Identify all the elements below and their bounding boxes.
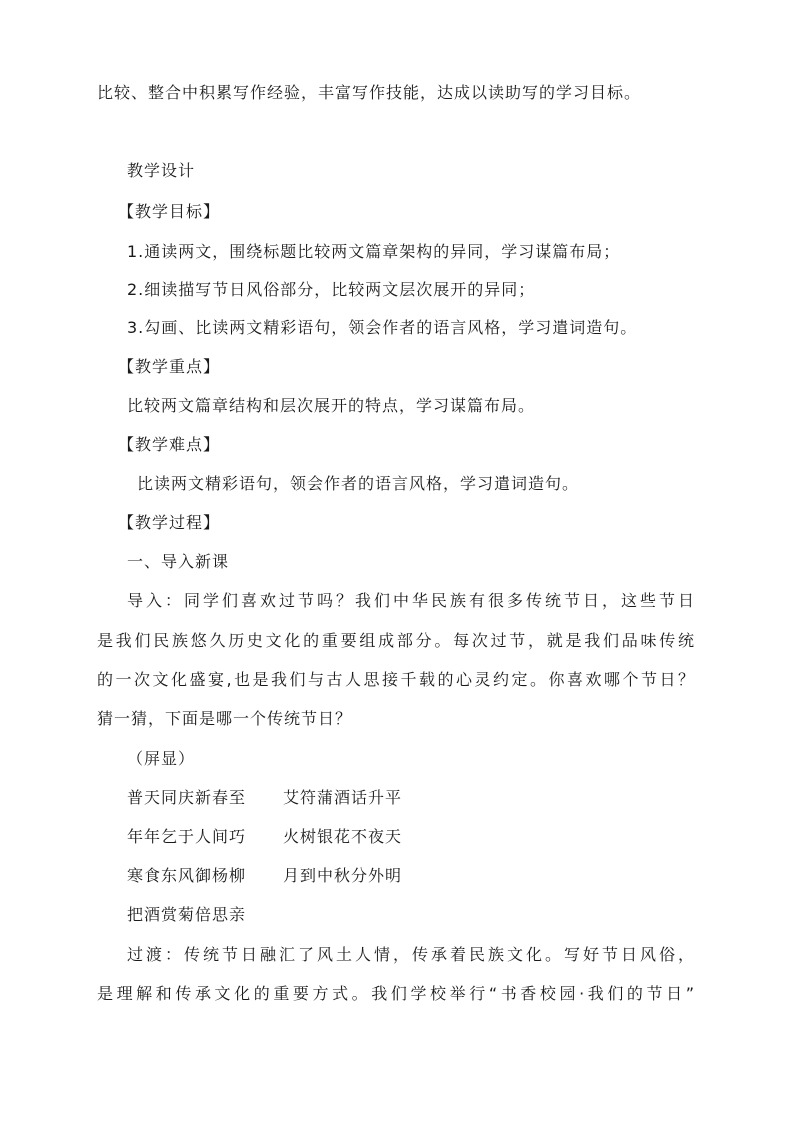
goal-item-3: 3.勾画、比读两文精彩语句，领会作者的语言风格，学习遣词造句。 xyxy=(127,318,638,337)
lead-line-4: 猜一猜，下面是哪一个传统节日？ xyxy=(97,709,353,728)
screen-note: （屏显） xyxy=(127,749,196,768)
section1-heading: 一、导入新课 xyxy=(127,552,230,571)
design-heading: 教学设计 xyxy=(127,161,196,180)
poem-line-3a: 寒食东风御杨柳 xyxy=(127,866,247,885)
goal-item-2: 2.细读描写节日风俗部分，比较两文层次展开的异同； xyxy=(127,280,536,299)
difficulty-heading: 【教学难点】 xyxy=(118,435,221,454)
transition-line-1: 过渡：传统节日融汇了风土人情，传承着民族文化。写好节日风俗， xyxy=(127,945,695,964)
lead-line-3: 的一次文化盛宴,也是我们与古人思接千载的心灵约定。你喜欢哪个节日？ xyxy=(97,670,695,689)
key-heading: 【教学重点】 xyxy=(118,357,221,376)
poem-line-4: 把酒赏菊倍思亲 xyxy=(127,905,247,924)
intro-line: 比较、整合中积累写作经验，丰富写作技能，达成以读助写的学习目标。 xyxy=(97,83,642,102)
key-text: 比较两文篇章结构和层次展开的特点，学习谋篇布局。 xyxy=(127,396,536,415)
poem-line-1a: 普天同庆新春至 xyxy=(127,788,247,807)
lead-line-1: 导入：同学们喜欢过节吗？我们中华民族有很多传统节日，这些节日 xyxy=(127,591,695,610)
difficulty-text: 比读两文精彩语句，领会作者的语言风格，学习遣词造句。 xyxy=(137,474,580,493)
poem-line-2b: 火树银花不夜天 xyxy=(283,827,403,846)
process-heading: 【教学过程】 xyxy=(118,513,221,532)
poem-line-2a: 年年乞于人间巧 xyxy=(127,827,247,846)
transition-line-2: 是理解和传承文化的重要方式。我们学校举行“书香校园·我们的节日” xyxy=(97,984,695,1003)
poem-line-3b: 月到中秋分外明 xyxy=(283,866,403,885)
goals-heading: 【教学目标】 xyxy=(118,202,221,221)
lead-line-2: 是我们民族悠久历史文化的重要组成部分。每次过节，就是我们品味传统 xyxy=(97,631,695,650)
goal-item-1: 1.通读两文，围绕标题比较两文篇章架构的异同，学习谋篇布局； xyxy=(127,242,621,261)
poem-line-1b: 艾符蒲酒话升平 xyxy=(283,788,403,807)
